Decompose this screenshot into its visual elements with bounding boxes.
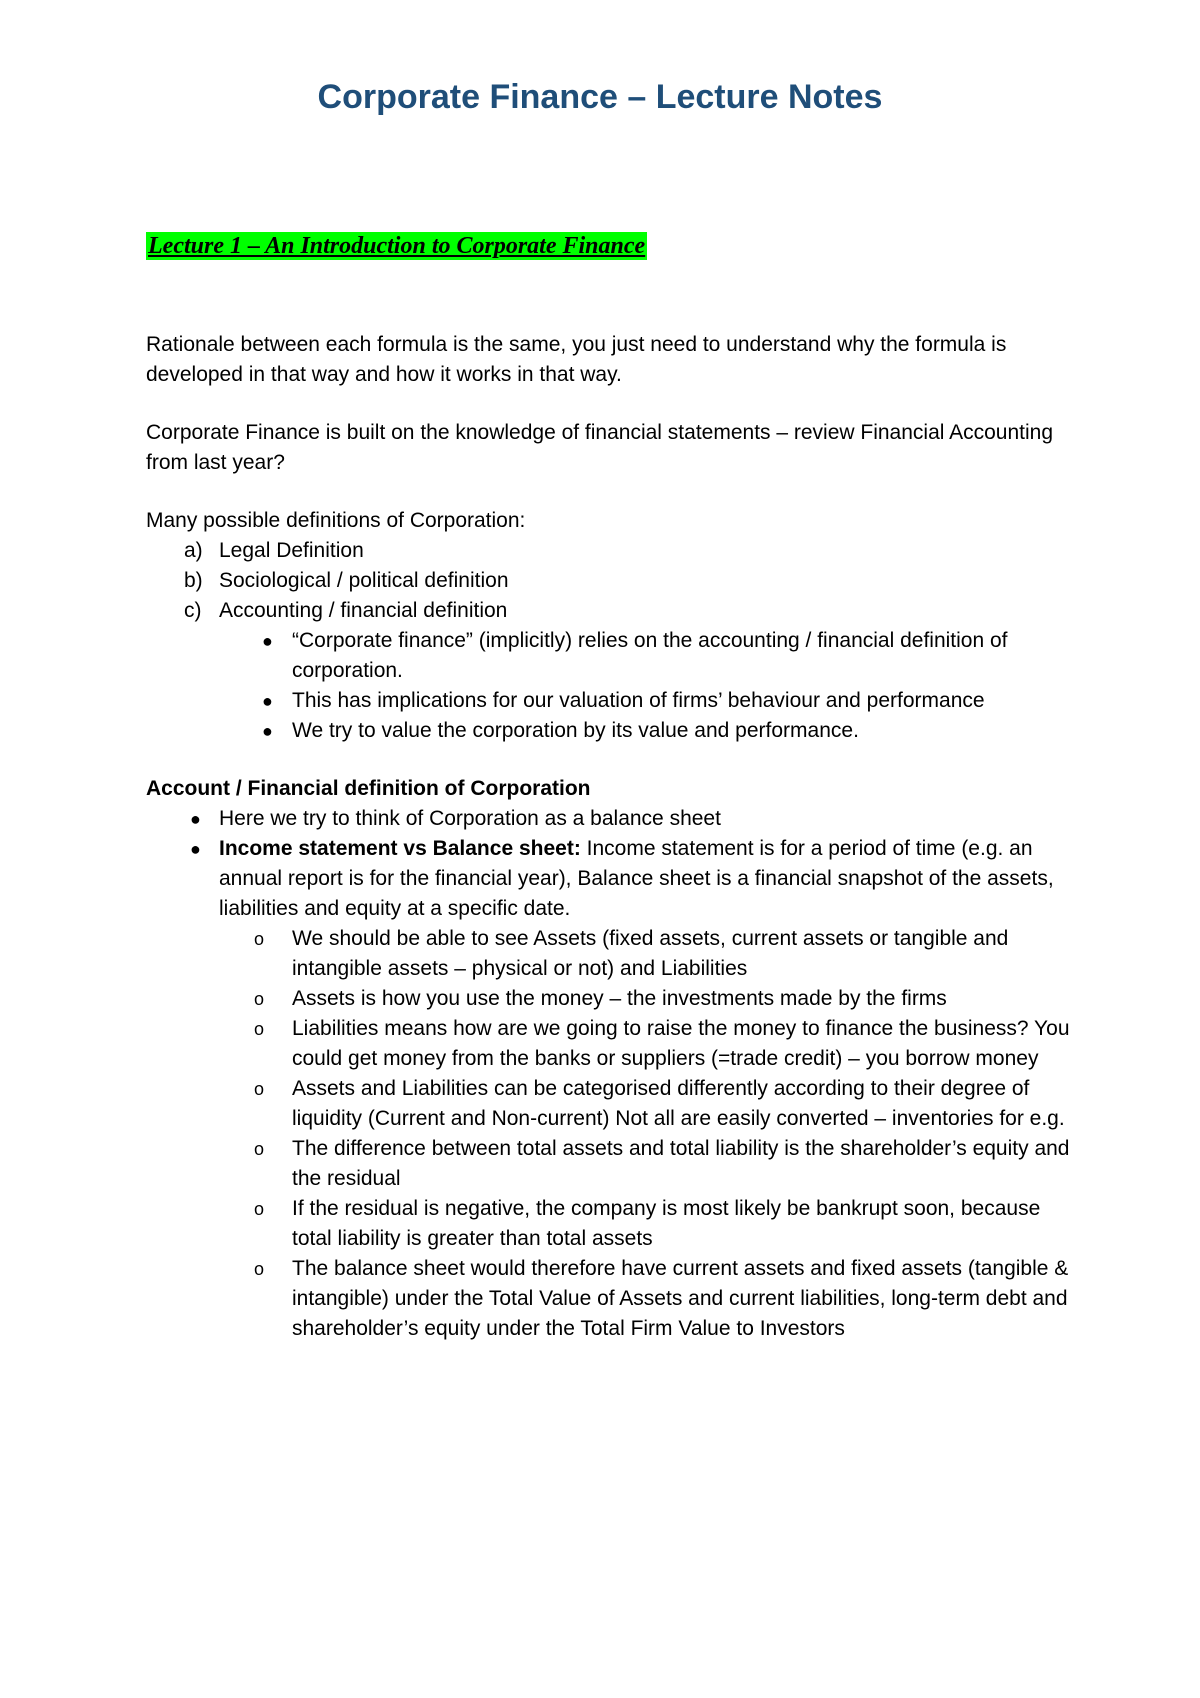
list-item-text: Assets and Liabilities can be categorised differently according to their degree of liquidity (Current and Non-current) Not all are easily converted – inventories for e.g. [292, 1077, 1065, 1130]
hollow-bullet-icon: o [254, 929, 265, 949]
list-item-text: This has implications for our valuation of firms’ behaviour and performance [292, 689, 985, 712]
list-marker: b) [184, 569, 203, 592]
list-item-text: Accounting / financial definition [219, 599, 508, 622]
list-item [146, 626, 1076, 686]
paragraph-financial-statements: Corporate Finance is built on the knowledge of financial statements – review Financial Accounting from last year? [146, 421, 1054, 474]
list-marker: c) [184, 599, 202, 622]
list-item [146, 566, 1076, 596]
list-item-text: The difference between total assets and total liability is the shareholder’s equity and the residual [292, 1137, 1070, 1190]
list-item-text: Here we try to think of Corporation as a balance sheet [219, 807, 721, 830]
bullet-icon: ● [262, 631, 273, 651]
bullet-icon: ● [190, 809, 201, 829]
list-item [146, 596, 1076, 626]
list-item [146, 1014, 1076, 1074]
bullet-icon: ● [190, 839, 201, 859]
definitions-list [146, 536, 1076, 626]
list-item [146, 716, 1076, 746]
list-item [146, 834, 1076, 924]
list-item [146, 804, 1076, 834]
list-item-text: Liabilities means how are we going to raise the money to finance the business? You could get money from the banks or suppliers (=trade credit) – you borrow money [292, 1017, 1070, 1070]
page-title: Corporate Finance – Lecture Notes [317, 78, 883, 116]
bullet-icon: ● [262, 721, 273, 741]
list-item-text: Assets is how you use the money – the investments made by the firms [292, 987, 947, 1010]
list-item-text: We try to value the corporation by its value and performance. [292, 719, 859, 742]
list-item-text: We should be able to see Assets (fixed assets, current assets or tangible and intangible assets – physical or not) and Liabilities [292, 927, 1009, 980]
section-bullets [146, 804, 1076, 924]
list-item-text: Sociological / political definition [219, 569, 509, 592]
list-item-text: Income statement is for a period of time (e.g. an annual report is for the financial year), Balance sheet is a financial snapshot of the assets, liabilities and equity at a specific date. [219, 837, 1054, 920]
hollow-bullet-icon: o [254, 1019, 265, 1039]
paragraph-definitions-intro: Many possible definitions of Corporation: [146, 509, 526, 532]
list-item [146, 924, 1076, 984]
hollow-bullet-icon: o [254, 1139, 265, 1159]
list-item-text: If the residual is negative, the company is most likely be bankrupt soon, because total liability is greater than total assets [292, 1197, 1041, 1250]
list-item [146, 686, 1076, 716]
list-item [146, 1074, 1076, 1134]
list-item-text: “Corporate finance” (implicitly) relies on the accounting / financial definition of corporation. [292, 629, 1008, 682]
definition-bullets [146, 626, 1076, 746]
hollow-bullet-icon: o [254, 1079, 265, 1099]
list-marker: a) [184, 539, 203, 562]
document-body [146, 232, 1076, 1344]
list-item [146, 984, 1076, 1014]
hollow-bullet-icon: o [254, 989, 265, 1009]
hollow-bullet-icon: o [254, 1199, 265, 1219]
list-item [146, 1134, 1076, 1194]
list-item [146, 1194, 1076, 1254]
lecture-heading: Lecture 1 – An Introduction to Corporate Finance [148, 233, 646, 259]
section-heading: Account / Financial definition of Corporation [146, 777, 591, 800]
hollow-bullet-icon: o [254, 1259, 265, 1279]
list-item [146, 1254, 1076, 1344]
list-item-bold-label: Income statement vs Balance sheet: [219, 837, 581, 860]
list-item [146, 536, 1076, 566]
paragraph-rationale: Rationale between each formula is the same, you just need to understand why the formula is developed in that way and how it works in that way. [146, 333, 1007, 386]
list-item-text: Legal Definition [219, 539, 364, 562]
list-item-text: The balance sheet would therefore have current assets and fixed assets (tangible & intangible) under the Total Value of Assets and current liabilities, long-term debt and shareholder’s equity under the Total Firm Value to Investors [292, 1257, 1069, 1340]
bullet-icon: ● [262, 691, 273, 711]
balance-sheet-sub-bullets [146, 924, 1076, 1344]
